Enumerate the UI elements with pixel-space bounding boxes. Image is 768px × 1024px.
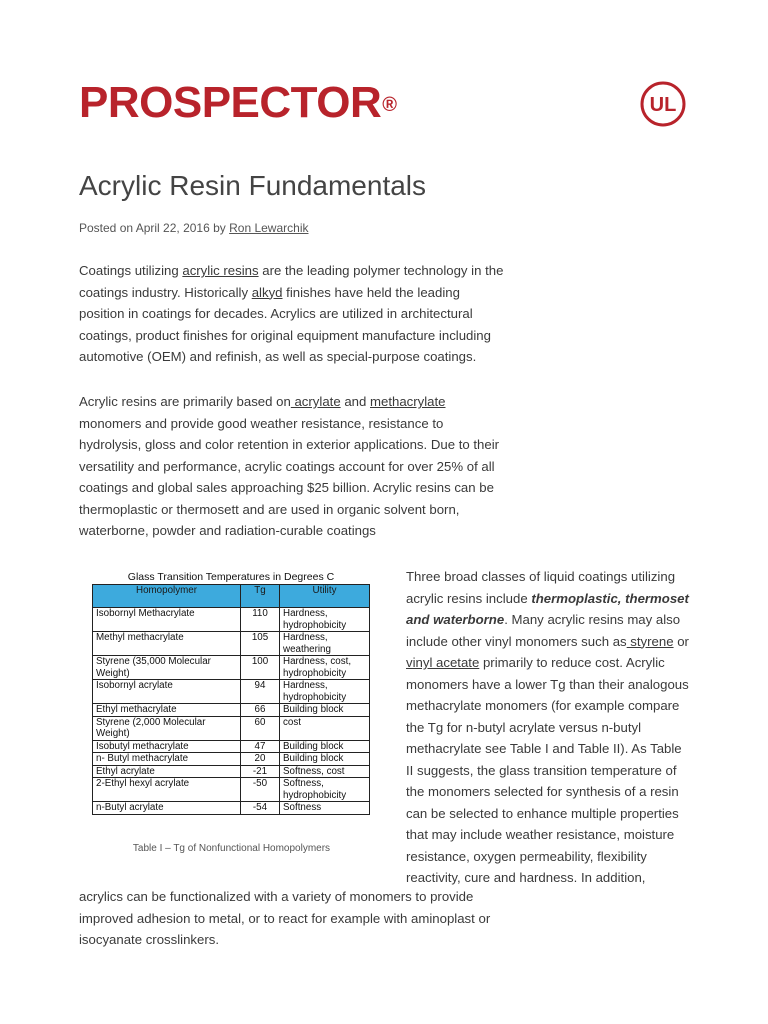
table-cell: 110 xyxy=(241,608,280,632)
table-cell: Softness, hydrophobicity xyxy=(280,778,370,802)
table-row xyxy=(93,740,370,753)
table-row xyxy=(93,753,370,766)
table-cell: 105 xyxy=(241,632,280,656)
table-cell: -50 xyxy=(241,778,280,802)
table-row xyxy=(93,704,370,717)
text-run: finishes have held the leading position in coatings for decades. Acrylics are utilized in architectural coatings, product finishes for original equipment manufacture including automotive (OEM) and refinish, as well as special-purpose coatings. xyxy=(79,284,491,364)
page-title: Acrylic Resin Fundamentals xyxy=(79,170,427,201)
alkyd-link[interactable]: alkyd xyxy=(251,284,283,300)
table-cell: Hardness, cost, hydrophobicity xyxy=(280,656,370,680)
table-cell: Hardness, weathering xyxy=(280,632,370,656)
table-row xyxy=(93,632,370,656)
table-cell: Hardness, hydrophobicity xyxy=(280,608,370,632)
table-row xyxy=(93,656,370,680)
table-cell: 66 xyxy=(241,704,280,717)
table-cell: Building block xyxy=(280,753,370,766)
table-cell: 2-Ethyl hexyl acrylate xyxy=(93,778,241,802)
table-row xyxy=(93,716,370,740)
ul-logo-text: UL xyxy=(649,94,677,116)
prospector-logo[interactable] xyxy=(79,80,397,126)
logo-text: PROSPECTOR xyxy=(79,78,382,127)
table-cell: Styrene (2,000 Molecular Weight) xyxy=(93,716,241,740)
table-row xyxy=(93,802,370,815)
text-run: or xyxy=(673,633,689,649)
author-link[interactable]: Ron Lewarchik xyxy=(229,221,309,235)
table-cell: n- Butyl methacrylate xyxy=(93,753,241,766)
table-cell: 47 xyxy=(241,740,280,753)
table-row xyxy=(93,680,370,704)
table-row xyxy=(93,608,370,632)
intro-paragraph xyxy=(79,260,507,368)
table-cell: 20 xyxy=(241,753,280,766)
text-run: Coatings utilizing xyxy=(79,263,183,278)
table-cell: 100 xyxy=(241,656,280,680)
table-caption: Table I – Tg of Nonfunctional Homopolymers xyxy=(132,843,331,854)
table-row xyxy=(93,765,370,778)
table-cell: Methyl methacrylate xyxy=(93,632,241,656)
tg-table-figure xyxy=(92,570,370,815)
text-run: . Many acrylic resins may also include other vinyl monomers such as xyxy=(406,612,681,649)
ul-logo-icon[interactable] xyxy=(639,80,687,128)
text-run: primarily to reduce cost. Acrylic monomers have a lower Tg than their analogous methacrylate monomers (for example compare the Tg for n-butyl acrylate versus n-butyl methacrylate see Table I and Table II). As Table II suggests, the glass transition temperature of the monomers selected for synthesis of a resin can be selected to enhance multiple properties that may include weather resistance, moisture resistance, oxygen permeability, flexibility reactivity, cure and hardness. In addition, xyxy=(406,655,689,885)
styrene-link[interactable]: styrene xyxy=(626,633,674,649)
table-cell: Ethyl methacrylate xyxy=(93,704,241,717)
text-run: monomers and provide good weather resistance, resistance to hydrolysis, gloss and color retention in exterior applications. Due to their versatility and performance, acrylic coatings account for over 25% of all coatings and global sales approaching $25 billion. Acrylic resins can be thermoplastic or thermosett and are used in organic solvent born, waterborne, powder and radiation-curable coatings xyxy=(79,415,500,538)
table-cell: Ethyl acrylate xyxy=(93,765,241,778)
acrylate-link[interactable]: acrylate xyxy=(290,394,341,409)
methacrylate-link[interactable]: methacrylate xyxy=(370,394,446,409)
table-cell: Softness xyxy=(280,802,370,815)
table-row xyxy=(93,778,370,802)
acrylic-resins-link[interactable]: acrylic resins xyxy=(182,263,259,278)
tg-table xyxy=(92,584,370,815)
table-cell: 60 xyxy=(241,716,280,740)
table-cell: -54 xyxy=(241,802,280,815)
third-paragraph xyxy=(406,566,692,889)
table-cell: Isobutyl methacrylate xyxy=(93,740,241,753)
text-run: Acrylic resins are primarily based on xyxy=(79,394,291,409)
column-header: Homopolymer xyxy=(93,585,241,608)
registered-mark: ® xyxy=(382,94,397,116)
column-header: Utility xyxy=(280,585,370,608)
table-cell: Isobornyl Methacrylate xyxy=(93,608,241,632)
table-cell: Styrene (35,000 Molecular Weight) xyxy=(93,656,241,680)
text-run: Three broad classes of liquid coatings utilizing acrylic resins include xyxy=(406,569,676,606)
vinyl-acetate-link[interactable]: vinyl acetate xyxy=(406,655,480,670)
table-cell: Building block xyxy=(280,740,370,753)
column-header: Tg xyxy=(241,585,280,608)
third-paragraph-continued: acrylics can be functionalized with a variety of monomers to provide improved adhesion to metal, or to react for example with aminoplast or isocyanate crosslinkers. xyxy=(79,889,491,947)
text-run: and xyxy=(340,394,370,409)
posted-on: Posted on April 22, 2016 by xyxy=(79,221,230,235)
table-cell: n-Butyl acrylate xyxy=(93,802,241,815)
post-meta xyxy=(79,220,308,236)
table-cell: Softness, cost xyxy=(280,765,370,778)
table-header-row xyxy=(93,585,370,608)
text-run: are the leading polymer technology in the coatings industry. Historically xyxy=(79,263,504,300)
table-cell: Building block xyxy=(280,704,370,717)
table-cell: Isobornyl acrylate xyxy=(93,680,241,704)
second-paragraph xyxy=(79,391,507,542)
table-cell: Hardness, hydrophobicity xyxy=(280,680,370,704)
table-cell: -21 xyxy=(241,765,280,778)
table-title: Glass Transition Temperatures in Degrees C xyxy=(127,571,335,583)
table-cell: cost xyxy=(280,716,370,740)
bold-phrase: thermoplastic, thermoset and waterborne xyxy=(406,590,689,627)
table-cell: 94 xyxy=(241,680,280,704)
